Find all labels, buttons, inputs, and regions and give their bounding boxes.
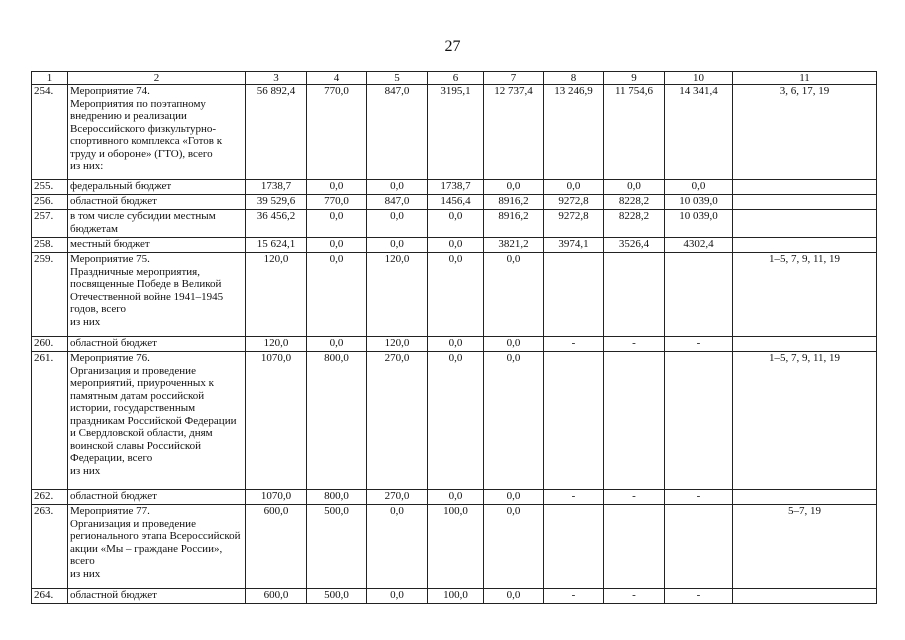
value-cell: 0,0 xyxy=(307,210,367,238)
row-name-cell: областной бюджет xyxy=(68,589,246,604)
value-cell: 0,0 xyxy=(484,490,544,505)
value-cell: 0,0 xyxy=(307,253,367,337)
column-number-header-row xyxy=(32,72,877,85)
column-header: 7 xyxy=(484,72,544,85)
value-cell: 0,0 xyxy=(428,337,484,352)
table-row xyxy=(32,238,877,253)
target-refs-cell: 1–5, 7, 9, 11, 19 xyxy=(733,352,877,490)
value-cell: 270,0 xyxy=(367,352,428,490)
value-cell xyxy=(544,352,604,490)
value-cell: - xyxy=(544,337,604,352)
value-cell: 847,0 xyxy=(367,85,428,180)
value-cell: 0,0 xyxy=(484,505,544,589)
row-number-cell: 263. xyxy=(32,505,68,589)
value-cell: 4302,4 xyxy=(665,238,733,253)
row-name-cell: Мероприятие 76. Организация и проведение мероприятий, приуроченных к памятным датам российской истории, государственным праздникам Российской Федерации и Свердловской области, дням воинской славы Российской Федерации, всего из них xyxy=(68,352,246,490)
value-cell: 1070,0 xyxy=(246,490,307,505)
row-name-cell: Мероприятие 77. Организация и проведение регионального этапа Всероссийской акции «Мы – граждане России», всего из них xyxy=(68,505,246,589)
value-cell xyxy=(604,253,665,337)
value-cell: 120,0 xyxy=(367,337,428,352)
target-refs-cell: 5–7, 19 xyxy=(733,505,877,589)
table-row xyxy=(32,180,877,195)
table-row xyxy=(32,195,877,210)
value-cell: 120,0 xyxy=(367,253,428,337)
value-cell: 0,0 xyxy=(665,180,733,195)
row-name-cell: в том числе субсидии местным бюджетам xyxy=(68,210,246,238)
value-cell: 39 529,6 xyxy=(246,195,307,210)
row-name-cell: Мероприятие 75. Праздничные мероприятия, посвященные Победе в Великой Отечественной войне 1941–1945 годов, всего из них xyxy=(68,253,246,337)
target-refs-cell xyxy=(733,210,877,238)
value-cell: - xyxy=(604,589,665,604)
column-header: 8 xyxy=(544,72,604,85)
value-cell: 8228,2 xyxy=(604,195,665,210)
value-cell: 36 456,2 xyxy=(246,210,307,238)
row-number-cell: 264. xyxy=(32,589,68,604)
row-name-cell: областной бюджет xyxy=(68,195,246,210)
value-cell: 0,0 xyxy=(428,238,484,253)
column-header: 3 xyxy=(246,72,307,85)
value-cell: 800,0 xyxy=(307,490,367,505)
value-cell: 8228,2 xyxy=(604,210,665,238)
value-cell: 847,0 xyxy=(367,195,428,210)
value-cell: 3526,4 xyxy=(604,238,665,253)
table-row xyxy=(32,505,877,589)
value-cell: 13 246,9 xyxy=(544,85,604,180)
row-number-cell: 254. xyxy=(32,85,68,180)
value-cell: 0,0 xyxy=(484,337,544,352)
value-cell xyxy=(665,505,733,589)
value-cell: 15 624,1 xyxy=(246,238,307,253)
column-header: 10 xyxy=(665,72,733,85)
value-cell: 1456,4 xyxy=(428,195,484,210)
row-number-cell: 257. xyxy=(32,210,68,238)
value-cell: 0,0 xyxy=(367,589,428,604)
value-cell: 3821,2 xyxy=(484,238,544,253)
column-header: 5 xyxy=(367,72,428,85)
value-cell: 0,0 xyxy=(367,180,428,195)
value-cell xyxy=(665,352,733,490)
value-cell: - xyxy=(604,490,665,505)
target-refs-cell xyxy=(733,337,877,352)
value-cell: 0,0 xyxy=(307,337,367,352)
column-header: 2 xyxy=(68,72,246,85)
target-refs-cell: 1–5, 7, 9, 11, 19 xyxy=(733,253,877,337)
row-name-cell: Мероприятие 74. Мероприятия по поэтапному внедрению и реализации Всероссийского физкультурно-спортивного комплекса «Готов к труду и обороне» (ГТО), всего из них: xyxy=(68,85,246,180)
value-cell: 11 754,6 xyxy=(604,85,665,180)
target-refs-cell xyxy=(733,490,877,505)
value-cell: 3195,1 xyxy=(428,85,484,180)
value-cell: 0,0 xyxy=(544,180,604,195)
row-number-cell: 261. xyxy=(32,352,68,490)
table-row xyxy=(32,85,877,180)
row-number-cell: 262. xyxy=(32,490,68,505)
value-cell xyxy=(544,253,604,337)
value-cell xyxy=(544,505,604,589)
target-refs-cell xyxy=(733,195,877,210)
row-name-cell: областной бюджет xyxy=(68,490,246,505)
value-cell: 120,0 xyxy=(246,253,307,337)
value-cell: 12 737,4 xyxy=(484,85,544,180)
value-cell: - xyxy=(544,589,604,604)
value-cell: 100,0 xyxy=(428,505,484,589)
value-cell: - xyxy=(544,490,604,505)
table-body xyxy=(32,85,877,604)
value-cell: 770,0 xyxy=(307,85,367,180)
value-cell xyxy=(604,352,665,490)
value-cell: 56 892,4 xyxy=(246,85,307,180)
row-number-cell: 259. xyxy=(32,253,68,337)
value-cell: 0,0 xyxy=(484,352,544,490)
value-cell: 1070,0 xyxy=(246,352,307,490)
value-cell: 0,0 xyxy=(484,253,544,337)
value-cell: 14 341,4 xyxy=(665,85,733,180)
target-refs-cell: 3, 6, 17, 19 xyxy=(733,85,877,180)
row-name-cell: местный бюджет xyxy=(68,238,246,253)
table-row xyxy=(32,589,877,604)
value-cell: 500,0 xyxy=(307,589,367,604)
value-cell: 10 039,0 xyxy=(665,210,733,238)
table-row xyxy=(32,337,877,352)
value-cell: 0,0 xyxy=(484,180,544,195)
value-cell: 100,0 xyxy=(428,589,484,604)
page-number: 27 xyxy=(444,38,461,55)
value-cell: 9272,8 xyxy=(544,195,604,210)
budget-table xyxy=(31,71,877,604)
value-cell: 1738,7 xyxy=(246,180,307,195)
value-cell: 0,0 xyxy=(604,180,665,195)
value-cell: 500,0 xyxy=(307,505,367,589)
value-cell: 8916,2 xyxy=(484,210,544,238)
column-header: 6 xyxy=(428,72,484,85)
value-cell: 120,0 xyxy=(246,337,307,352)
value-cell xyxy=(604,505,665,589)
table-row xyxy=(32,210,877,238)
value-cell: - xyxy=(665,490,733,505)
value-cell: 0,0 xyxy=(307,238,367,253)
value-cell: 0,0 xyxy=(428,253,484,337)
value-cell: 770,0 xyxy=(307,195,367,210)
value-cell: 10 039,0 xyxy=(665,195,733,210)
row-number-cell: 255. xyxy=(32,180,68,195)
value-cell: 270,0 xyxy=(367,490,428,505)
table-row xyxy=(32,253,877,337)
row-number-cell: 256. xyxy=(32,195,68,210)
column-header: 1 xyxy=(32,72,68,85)
value-cell: 0,0 xyxy=(307,180,367,195)
value-cell: - xyxy=(604,337,665,352)
row-number-cell: 260. xyxy=(32,337,68,352)
column-header: 9 xyxy=(604,72,665,85)
row-number-cell: 258. xyxy=(32,238,68,253)
target-refs-cell xyxy=(733,589,877,604)
row-name-cell: федеральный бюджет xyxy=(68,180,246,195)
target-refs-cell xyxy=(733,180,877,195)
value-cell: 600,0 xyxy=(246,589,307,604)
value-cell: 8916,2 xyxy=(484,195,544,210)
column-header: 11 xyxy=(733,72,877,85)
table-row xyxy=(32,490,877,505)
value-cell: - xyxy=(665,337,733,352)
table-row xyxy=(32,352,877,490)
value-cell: 800,0 xyxy=(307,352,367,490)
value-cell: - xyxy=(665,589,733,604)
row-name-cell: областной бюджет xyxy=(68,337,246,352)
target-refs-cell xyxy=(733,238,877,253)
value-cell xyxy=(665,253,733,337)
value-cell: 0,0 xyxy=(367,505,428,589)
value-cell: 0,0 xyxy=(367,238,428,253)
column-header: 4 xyxy=(307,72,367,85)
value-cell: 0,0 xyxy=(367,210,428,238)
value-cell: 0,0 xyxy=(428,210,484,238)
value-cell: 0,0 xyxy=(428,490,484,505)
value-cell: 0,0 xyxy=(484,589,544,604)
value-cell: 1738,7 xyxy=(428,180,484,195)
value-cell: 600,0 xyxy=(246,505,307,589)
value-cell: 9272,8 xyxy=(544,210,604,238)
value-cell: 0,0 xyxy=(428,352,484,490)
value-cell: 3974,1 xyxy=(544,238,604,253)
